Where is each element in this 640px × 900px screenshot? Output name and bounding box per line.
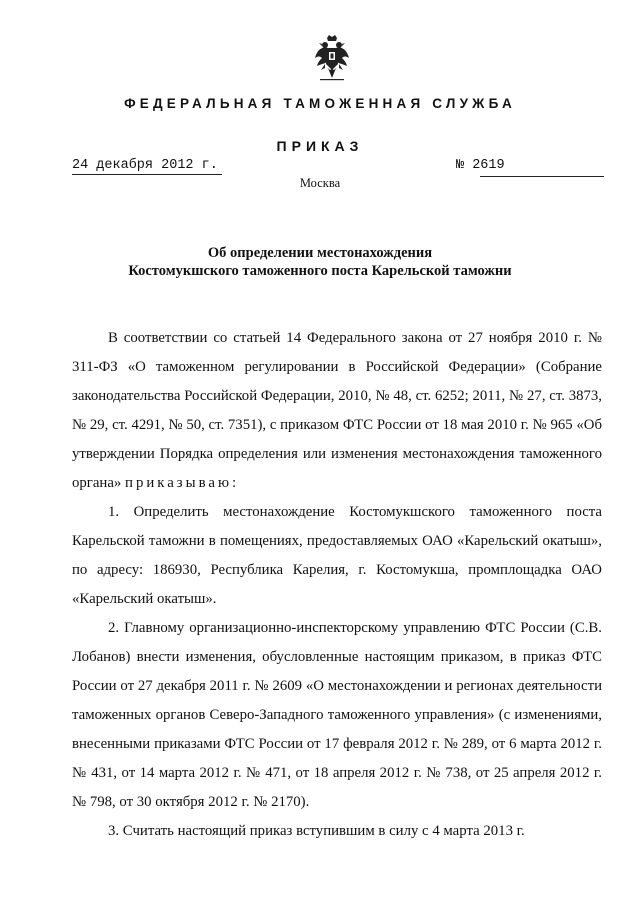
city: Москва bbox=[299, 176, 341, 190]
document-title bbox=[0, 244, 640, 280]
item-1: 1. Определить местонахождение Костомукшского таможенного поста Карельской таможни в помещениях, предоставляемых ОАО «Карельский окатыш», по адресу: 186930, Республика Карелия, г. Костомукша, промплощадка ОАО «Карельский окатыш». bbox=[72, 504, 602, 607]
title-line-1: Об определении местонахождения bbox=[207, 245, 433, 261]
preamble-paragraph bbox=[72, 324, 602, 498]
coat-of-arms-icon bbox=[314, 34, 350, 84]
item-3: 3. Считать настоящий приказ вступившим в силу с 4 марта 2013 г. bbox=[108, 823, 525, 839]
order-date: 24 декабря 2012 г. bbox=[72, 158, 222, 175]
item-2: 2. Главному организационно-инспекторскому управлению ФТС России (С.В. Лобанов) внести изменения, обусловленные настоящим приказом, в приказ ФТС России от 27 декабря 2011 г. № 2609 «О местонахождении и регионах деятельности таможенных органов Северо-Западного таможенного управления» (с изменениями, внесенными приказами ФТС России от 17 февраля 2012 г. № 289, от 6 марта 2012 г. № 431, от 14 марта 2012 г. № 471, от 18 апреля 2012 г. № 738, от 25 апреля 2012 г. № 798, от 30 октября 2012 г. № 2170). bbox=[72, 620, 602, 810]
order-number: № 2619 bbox=[456, 158, 505, 173]
document-type: ПРИКАЗ bbox=[276, 138, 364, 154]
order-number-field bbox=[456, 158, 604, 173]
agency-name: ФЕДЕРАЛЬНАЯ ТАМОЖЕННАЯ СЛУЖБА bbox=[124, 96, 516, 111]
title-line-2: Костомукшского таможенного поста Карельской таможни bbox=[128, 263, 512, 279]
document-body bbox=[72, 324, 602, 846]
order-word: приказываю: bbox=[125, 475, 240, 491]
preamble-text: В соответствии со статьей 14 Федерального закона от 27 ноября 2010 г. № 311-ФЗ «О таможенном регулировании в Российской Федерации» (Собрание законодательства Российской Федерации, 2010, № 48, ст. 6252; 2011, № 27, ст. 3873, № 29, ст. 4291, № 50, ст. 7351), с приказом ФТС России от 18 мая 2010 г. № 965 «Об утверждении Порядка определения или изменения местонахождения таможенного органа» bbox=[72, 330, 602, 491]
